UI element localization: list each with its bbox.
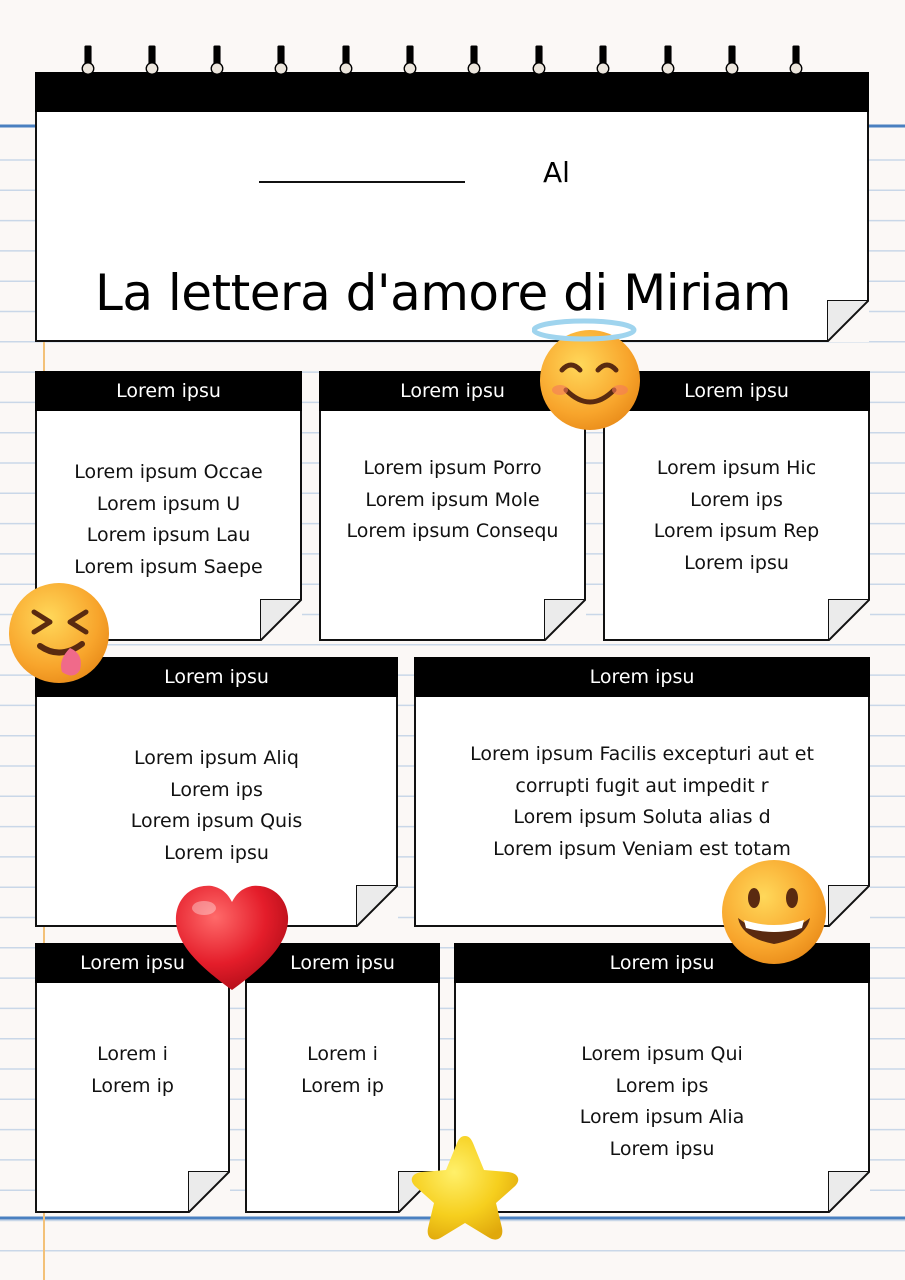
page-curl-icon: [188, 1171, 230, 1213]
note-heading: Lorem ipsu: [319, 371, 586, 411]
heart-emoji: [172, 882, 292, 994]
binder-ring-icon: [595, 30, 611, 92]
note-body: [416, 739, 868, 865]
recipient-label: Al: [543, 156, 570, 189]
binder-ring-icon: [402, 30, 418, 92]
note-body: [37, 1039, 228, 1102]
binder-ring-icon: [209, 30, 225, 92]
tongue-squint-emoji: [6, 580, 112, 686]
note-line: Lorem ipsum Consequ: [346, 520, 559, 542]
note-body: [321, 453, 584, 548]
note-heading: Lorem ipsu: [414, 657, 870, 697]
binder-ring-icon: [660, 30, 676, 92]
note-line: Lorem ipsu: [609, 1137, 715, 1160]
binder-ring-icon: [338, 30, 354, 92]
note-heading: Lorem ipsu: [35, 657, 398, 697]
note-line: Lorem ipsum Occae: [74, 461, 263, 483]
note-line: Lorem ipsum Alia: [579, 1106, 745, 1128]
note-line: Lorem ipsum Rep: [653, 520, 820, 542]
note-line: Lorem ipsum Quis: [130, 810, 303, 832]
page-curl-icon: [544, 599, 586, 641]
note-line: Lorem ipsum Porro: [363, 457, 542, 479]
recipient-line: [259, 181, 465, 183]
note-heading: Lorem ipsu: [454, 943, 870, 983]
note-line: Lorem i: [97, 1043, 168, 1065]
page-curl-icon: [827, 300, 869, 342]
note-line: Lorem ipsum Lau: [86, 524, 251, 546]
note-line: Lorem ipsum U: [96, 492, 241, 515]
note-line: Lorem ipsum Saepe: [74, 555, 263, 578]
page-curl-icon: [828, 599, 870, 641]
note-body: [37, 457, 300, 583]
note-body: [605, 453, 868, 579]
note-heading: Lorem ipsu: [603, 371, 870, 411]
note-line: Lorem ips: [615, 1074, 709, 1097]
binder-ring-icon: [724, 30, 740, 92]
binder-ring-icon: [80, 30, 96, 92]
note-body: [37, 743, 396, 869]
note-line: Lorem i: [307, 1043, 378, 1065]
note-line: Lorem ip: [301, 1074, 384, 1097]
page-curl-icon: [828, 885, 870, 927]
note-line: corrupti fugit aut impedit r: [515, 774, 769, 797]
note-line: Lorem ips: [690, 488, 783, 511]
note-line: Lorem ipsu: [684, 551, 789, 574]
note-line: Lorem ips: [170, 778, 263, 801]
note-heading: Lorem ipsu: [245, 943, 440, 983]
grin-emoji: [720, 858, 828, 966]
halo-smile-emoji: [532, 318, 644, 432]
note-heading: Lorem ipsu: [35, 943, 230, 983]
binder-ring-icon: [531, 30, 547, 92]
page-title: La lettera d'amore di Miriam: [95, 264, 791, 322]
note-line: Lorem ipsum Mole: [365, 488, 540, 511]
star-emoji: [404, 1130, 526, 1252]
note-line: Lorem ipsum Qui: [581, 1043, 743, 1065]
note-line: Lorem ipsum Facilis excepturi aut et: [470, 743, 814, 765]
note-line: Lorem ipsu: [164, 841, 269, 864]
note-body: [247, 1039, 438, 1102]
binder-ring-icon: [466, 30, 482, 92]
page-curl-icon: [828, 1171, 870, 1213]
note-line: Lorem ipsum Veniam est totam: [493, 837, 791, 860]
binder-ring-icon: [144, 30, 160, 92]
binder-ring-icon: [788, 30, 804, 92]
note-line: Lorem ipsum Soluta alias d: [513, 806, 771, 828]
note-heading: Lorem ipsu: [35, 371, 302, 411]
page-curl-icon: [260, 599, 302, 641]
binder-ring-icon: [273, 30, 289, 92]
page-curl-icon: [356, 885, 398, 927]
title-card: [35, 72, 869, 342]
note-line: Lorem ipsum Hic: [656, 457, 817, 479]
note-line: Lorem ip: [91, 1074, 174, 1097]
note-line: Lorem ipsum Aliq: [134, 747, 299, 769]
